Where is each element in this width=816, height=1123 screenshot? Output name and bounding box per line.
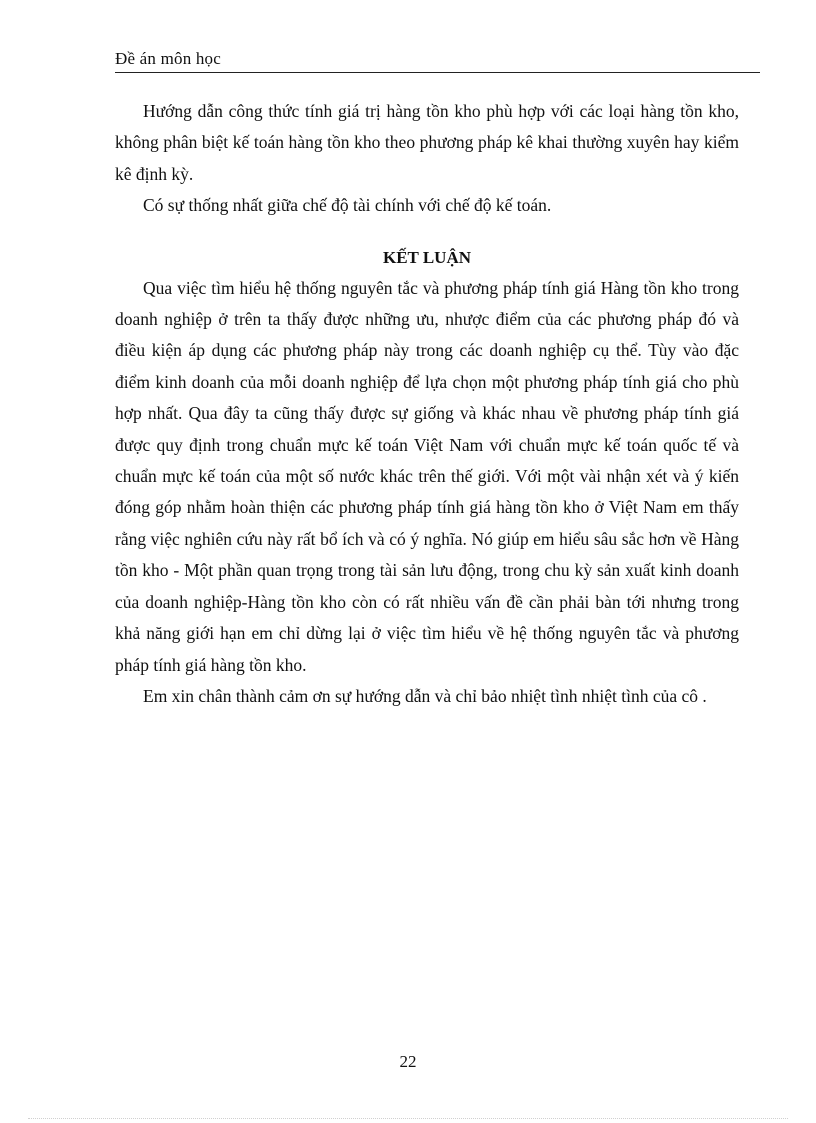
conclusion-paragraph-1: Qua việc tìm hiểu hệ thống nguyên tắc và phương pháp tính giá Hàng tồn kho trong doanh nghiệp ở trên ta thấy được những ưu, nhược điểm của các phương pháp đó và điều kiện áp dụng các phương pháp này trong các doanh nghiệp cụ thể. Tùy vào đặc điểm kinh doanh của mỗi doanh nghiệp để lựa chọn một phương pháp tính giá cho phù hợp nhất. Qua đây ta cũng thấy được sự giống và khác nhau về phương pháp tính giá được quy định trong chuẩn mực kế toán Việt Nam với chuẩn mực kế toán quốc tế và chuẩn mực kế toán của một số nước khác trên thế giới. Với một vài nhận xét và ý kiến đóng góp nhằm hoàn thiện các phương pháp tính giá hàng tồn kho ở Việt Nam em thấy rằng việc nghiên cứu này rất bổ ích và có ý nghĩa. Nó giúp em hiểu sâu sắc hơn về Hàng tồn kho - Một phần quan trọng trong tài sản lưu động, trong chu kỳ sản xuất kinh doanh của doanh nghiệp-Hàng tồn kho còn có rất nhiều vấn đề cần phải bàn tới nhưng trong khả năng giới hạn em chỉ dừng lại ở việc tìm hiểu về hệ thống nguyên tắc và phương pháp tính giá hàng tồn kho. — [115, 277, 739, 675]
conclusion-paragraph-2: Em xin chân thành cảm ơn sự hướng dẫn và chỉ bảo nhiệt tình nhiệt tình của cô . — [143, 685, 707, 706]
conclusion-heading: KẾT LUẬN — [382, 247, 471, 267]
page-content — [115, 96, 739, 712]
page-number: 22 — [399, 1052, 417, 1071]
header-title: Đề án môn học — [115, 49, 221, 68]
page-header — [115, 48, 760, 73]
intro-paragraph-2: Có sự thống nhất giữa chế độ tài chính với chế độ kế toán. — [143, 195, 552, 216]
intro-paragraph-1: Hướng dẫn công thức tính giá trị hàng tồn kho phù hợp với các loại hàng tồn kho, không phân biệt kế toán hàng tồn kho theo phương pháp kê khai thường xuyên hay kiểm kê định kỳ. — [115, 101, 739, 184]
page-bottom-divider — [28, 1118, 788, 1119]
